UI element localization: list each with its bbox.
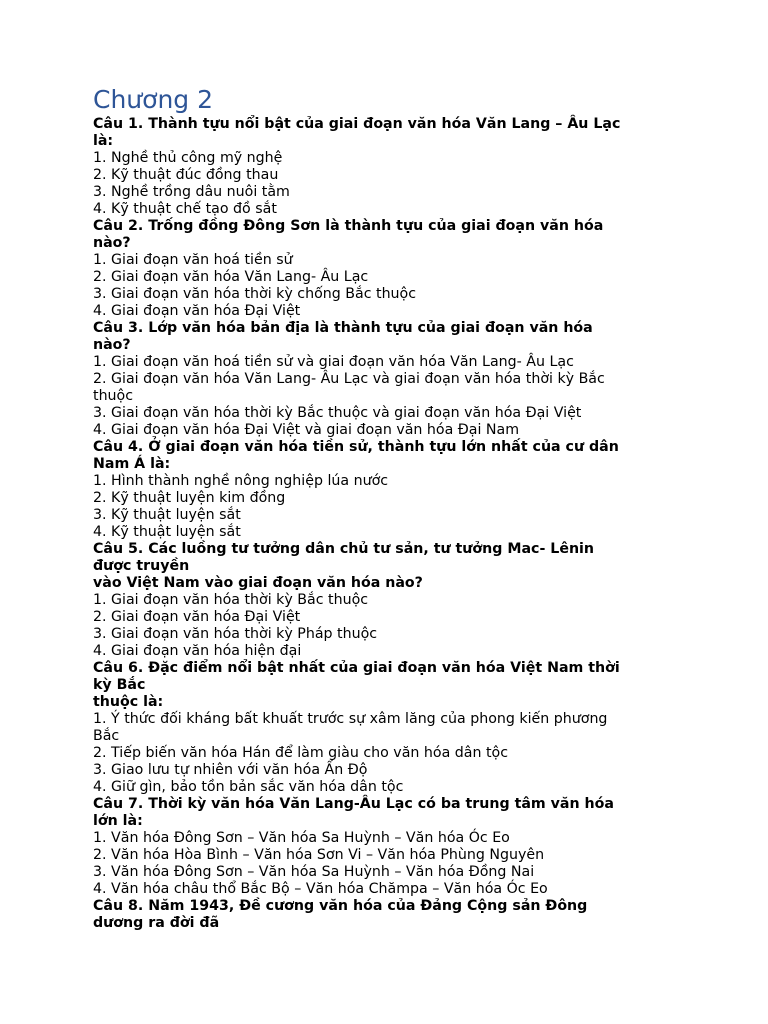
question-block bbox=[93, 541, 673, 660]
question-block bbox=[93, 660, 673, 796]
answer-option: 1. Giai đoạn văn hoá tiền sử và giai đoạn văn hóa Văn Lang- Âu Lạc bbox=[93, 354, 574, 370]
answer-option: 3. Giai đoạn văn hóa thời kỳ Bắc thuộc và giai đoạn văn hóa Đại Việt bbox=[93, 405, 582, 421]
answer-option: 4. Kỹ thuật luyện sắt bbox=[93, 524, 241, 540]
question-text: nào? bbox=[93, 235, 131, 251]
answer-option: 2. Giai đoạn văn hóa Văn Lang- Âu Lạc bbox=[93, 269, 369, 285]
question-text: được truyền bbox=[93, 558, 190, 574]
answer-option: 3. Giao lưu tự nhiên với văn hóa Ấn Độ bbox=[93, 762, 368, 778]
answer-option: 3. Văn hóa Đông Sơn – Văn hóa Sa Huỳnh – Văn hóa Đồng Nai bbox=[93, 864, 535, 880]
question-text: lớn là: bbox=[93, 813, 143, 829]
answer-option: 2. Kỹ thuật luyện kim đồng bbox=[93, 490, 286, 506]
answer-option: 2. Giai đoạn văn hóa Văn Lang- Âu Lạc và giai đoạn văn hóa thời kỳ Bắc bbox=[93, 371, 605, 387]
question-text: thuộc là: bbox=[93, 694, 164, 710]
question-block bbox=[93, 898, 673, 932]
answer-option: 4. Giai đoạn văn hóa Đại Việt bbox=[93, 303, 301, 319]
question-text: dương ra đời đã bbox=[93, 915, 220, 931]
question-block bbox=[93, 218, 673, 320]
question-block bbox=[93, 116, 673, 218]
answer-option: 4. Giai đoạn văn hóa hiện đại bbox=[93, 643, 302, 659]
answer-option: 4. Văn hóa châu thổ Bắc Bộ – Văn hóa Chămpa – Văn hóa Óc Eo bbox=[93, 881, 548, 897]
answer-option: 1. Giai đoạn văn hóa thời kỳ Bắc thuộc bbox=[93, 592, 369, 608]
question-text: Câu 6. Đặc điểm nổi bật nhất của giai đoạn văn hóa Việt Nam thời bbox=[93, 660, 620, 676]
answer-option: 3. Kỹ thuật luyện sắt bbox=[93, 507, 241, 523]
answer-option: 1. Hình thành nghề nông nghiệp lúa nước bbox=[93, 473, 389, 489]
question-text: Câu 7. Thời kỳ văn hóa Văn Lang-Âu Lạc có ba trung tâm văn hóa bbox=[93, 796, 614, 812]
answer-option: 2. Kỹ thuật đúc đồng thau bbox=[93, 167, 279, 183]
question-text: nào? bbox=[93, 337, 131, 353]
answer-option: thuộc bbox=[93, 388, 134, 404]
document-page bbox=[93, 84, 673, 932]
answer-option: 3. Giai đoạn văn hóa thời kỳ Pháp thuộc bbox=[93, 626, 378, 642]
answer-option: 2. Văn hóa Hòa Bình – Văn hóa Sơn Vi – Văn hóa Phùng Nguyên bbox=[93, 847, 545, 863]
answer-option: 2. Giai đoạn văn hóa Đại Việt bbox=[93, 609, 301, 625]
answer-option: 1. Nghề thủ công mỹ nghệ bbox=[93, 150, 283, 166]
answer-option: 2. Tiếp biến văn hóa Hán để làm giàu cho văn hóa dân tộc bbox=[93, 745, 509, 761]
question-text: là: bbox=[93, 133, 114, 149]
question-block bbox=[93, 320, 673, 439]
question-block bbox=[93, 439, 673, 541]
question-text: Câu 8. Năm 1943, Đề cương văn hóa của Đảng Cộng sản Đông bbox=[93, 898, 588, 914]
question-text: Nam Á là: bbox=[93, 456, 171, 472]
question-block bbox=[93, 796, 673, 898]
answer-option: 1. Ý thức đối kháng bất khuất trước sự xâm lăng của phong kiến phương bbox=[93, 711, 608, 727]
question-text: Câu 2. Trống đồng Đông Sơn là thành tựu của giai đoạn văn hóa bbox=[93, 218, 604, 234]
answer-option: 1. Giai đoạn văn hoá tiền sử bbox=[93, 252, 293, 268]
answer-option: 3. Nghề trồng dâu nuôi tằm bbox=[93, 184, 290, 200]
question-text: Câu 4. Ở giai đoạn văn hóa tiền sử, thành tựu lớn nhất của cư dân bbox=[93, 439, 619, 455]
question-text: Câu 3. Lớp văn hóa bản địa là thành tựu của giai đoạn văn hóa bbox=[93, 320, 593, 336]
question-text: kỳ Bắc bbox=[93, 677, 146, 693]
answer-option: 3. Giai đoạn văn hóa thời kỳ chống Bắc thuộc bbox=[93, 286, 417, 302]
question-text: Câu 5. Các luồng tư tưởng dân chủ tư sản, tư tưởng Mac- Lênin bbox=[93, 541, 595, 557]
question-text: vào Việt Nam vào giai đoạn văn hóa nào? bbox=[93, 575, 423, 591]
answer-option: 4. Kỹ thuật chế tạo đồ sắt bbox=[93, 201, 277, 217]
answer-option: 4. Giai đoạn văn hóa Đại Việt và giai đoạn văn hóa Đại Nam bbox=[93, 422, 520, 438]
answer-option: Bắc bbox=[93, 728, 120, 744]
chapter-title: Chương 2 bbox=[93, 85, 214, 114]
answer-option: 1. Văn hóa Đông Sơn – Văn hóa Sa Huỳnh – Văn hóa Óc Eo bbox=[93, 830, 510, 846]
question-text: Câu 1. Thành tựu nổi bật của giai đoạn văn hóa Văn Lang – Âu Lạc bbox=[93, 116, 621, 132]
question-list bbox=[93, 116, 673, 932]
answer-option: 4. Giữ gìn, bảo tồn bản sắc văn hóa dân tộc bbox=[93, 779, 404, 795]
